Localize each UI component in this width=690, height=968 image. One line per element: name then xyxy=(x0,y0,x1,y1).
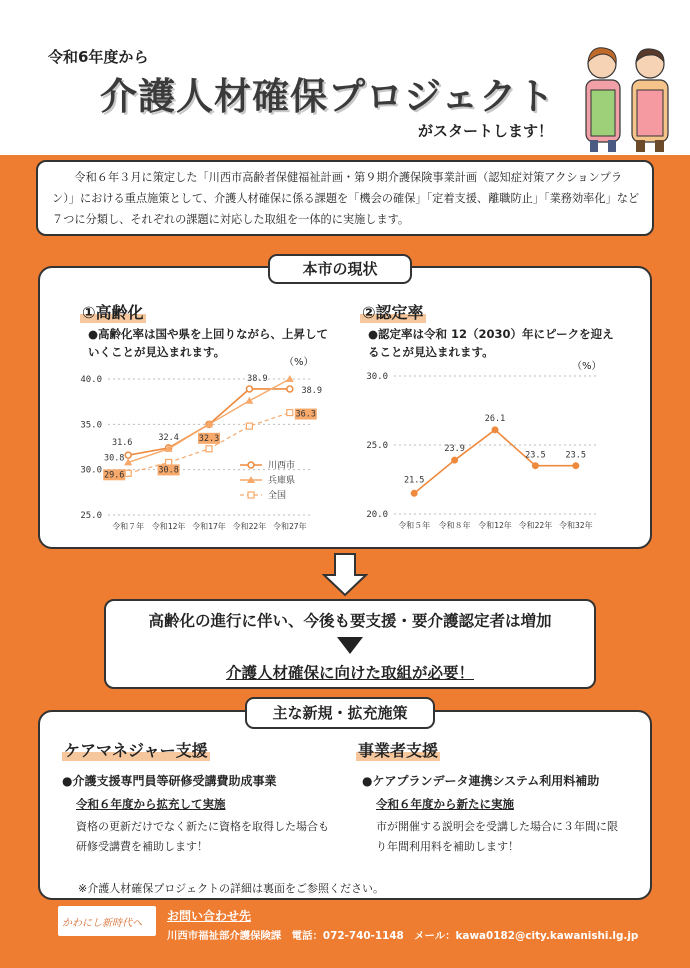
y-tick-label: 25.0 xyxy=(80,511,102,521)
data-label: 23.9 xyxy=(444,444,465,455)
footer-logo-text: かわにし新時代へ xyxy=(62,918,142,929)
care-manager-body: 資格の更新だけでなく新たに資格を取得した場合も研修受講費を補助します！ xyxy=(76,820,329,853)
data-point xyxy=(287,410,293,416)
care-manager-sub: 令和６年度から拡充して実施 xyxy=(76,797,226,811)
data-label: 36.3 xyxy=(295,409,317,420)
data-point xyxy=(286,375,294,382)
legend-marker xyxy=(248,462,254,468)
data-point xyxy=(206,446,212,452)
data-point xyxy=(125,452,131,458)
x-tick-label: 令和８年 xyxy=(438,521,471,530)
data-label: 30.8 xyxy=(103,453,125,464)
care-manager-bullet: ●介護支援専門員等研修受講費助成事業 xyxy=(62,774,277,788)
y-tick-label: 35.0 xyxy=(80,420,102,431)
legend-marker xyxy=(248,492,254,498)
data-point xyxy=(246,386,252,392)
data-label: 32.3 xyxy=(198,433,220,444)
data-label: 38.9 xyxy=(301,385,323,396)
contact-line: 川西市福祉部介護保険課 電話：072-740-1148 メール：kawa0182@city.kawanishi.lg.jp xyxy=(167,930,639,942)
data-point xyxy=(411,490,417,496)
status-section-title: 本市の現状 xyxy=(268,254,412,284)
caregiver-woman-icon xyxy=(586,48,620,152)
data-label: 26.1 xyxy=(484,413,506,424)
data-point xyxy=(287,386,293,392)
y-tick-label: 25.0 xyxy=(366,441,388,451)
conclusion-line2: 介護人材確保に向けた取組が必要！ xyxy=(225,664,474,682)
data-point xyxy=(246,423,252,429)
data-label: 30.8 xyxy=(158,465,179,476)
data-point xyxy=(492,427,498,433)
x-tick-label: 令和32年 xyxy=(558,521,593,530)
certification-bullet: ●認定率は令和 12（2030）年にピークを迎えることが見込まれます。 xyxy=(368,327,614,359)
contact-label: お問い合わせ先 xyxy=(167,909,252,923)
conclusion-line1: 高齢化の進行に伴い、今後も要支援・要介護認定者は増加 xyxy=(148,612,552,630)
triangle-down-icon xyxy=(337,637,363,654)
certification-heading-text: ②認定率 xyxy=(360,300,426,323)
pre-title: 令和6年度から xyxy=(48,48,149,66)
caregiver-man-icon xyxy=(632,49,668,152)
data-label: 29.6 xyxy=(103,470,125,481)
intro-text: 令和６年３月に策定した「川西市高齢者保健福祉計画・第９期介護保険事業計画（認知症対策アクションプラン）」における重点施策として、介護人材確保に係る課題を「機会の確保」「定着支援、離職防止」「業務効率化」など７つに分類し、それぞれの課題に対応した取組を一体的に実施します。 xyxy=(52,171,640,226)
post-title: がスタートします！ xyxy=(418,122,554,140)
y-tick-label: 40.0 xyxy=(80,375,102,385)
y-tick-label: 30.0 xyxy=(80,465,102,476)
data-label: 32.4 xyxy=(158,432,179,443)
legend-label: 全国 xyxy=(268,491,287,501)
aging-bullet: ●高齢化率は国や県を上回りながら、上昇していくことが見込まれます。 xyxy=(88,327,329,359)
data-point xyxy=(452,457,458,463)
data-label: 23.5 xyxy=(525,450,546,461)
certification-heading xyxy=(360,300,426,323)
aging-unit: （%） xyxy=(284,357,314,368)
x-tick-label: 令和12年 xyxy=(151,522,186,531)
measures-section-title: 主な新規・拡充施策 xyxy=(245,697,435,729)
series-line-0 xyxy=(414,430,576,493)
data-point xyxy=(532,463,538,469)
caregivers-illustration xyxy=(572,40,684,155)
footer-logo xyxy=(58,906,156,936)
measures-note: ※介護人材確保プロジェクトの詳細は裏面をご参照ください。 xyxy=(78,882,384,895)
data-point xyxy=(125,470,131,476)
provider-sub: 令和６年度から新たに実施 xyxy=(376,797,514,811)
x-tick-label: 令和22年 xyxy=(518,521,553,530)
provider-heading xyxy=(356,738,440,761)
care-manager-heading xyxy=(62,738,210,761)
data-label: 31.6 xyxy=(111,438,133,449)
legend-label: 川西市 xyxy=(268,461,296,471)
provider-body: 市が開催する説明会を受講した場合に３年間に限り年間利用料を補助します！ xyxy=(376,820,618,853)
provider-heading-text: 事業者支援 xyxy=(356,738,440,761)
down-arrow-icon xyxy=(322,553,368,597)
data-label: 38.9 xyxy=(247,373,268,384)
aging-rate-chart xyxy=(70,365,350,540)
certification-rate-chart xyxy=(356,365,626,540)
data-label: 21.5 xyxy=(403,475,425,486)
intro-card xyxy=(36,160,654,236)
x-tick-label: 令和17年 xyxy=(192,522,226,531)
y-tick-label: 20.0 xyxy=(366,510,388,520)
data-label: 23.5 xyxy=(565,450,587,461)
x-tick-label: 令和７年 xyxy=(112,522,145,531)
conclusion-card xyxy=(104,599,596,689)
certification-unit: （%） xyxy=(572,361,602,372)
x-tick-label: 令和27年 xyxy=(272,522,307,531)
care-manager-heading-text: ケアマネジャー支援 xyxy=(62,738,210,761)
y-tick-label: 30.0 xyxy=(366,372,388,382)
data-point xyxy=(573,463,579,469)
data-point xyxy=(245,397,253,404)
main-title: 介護人材確保プロジェクト xyxy=(100,75,556,118)
aging-heading-text: ①高齢化 xyxy=(80,300,146,323)
aging-heading xyxy=(80,300,146,323)
x-tick-label: 令和５年 xyxy=(398,521,431,530)
provider-bullet: ●ケアプランデータ連携システム利用料補助 xyxy=(362,774,600,788)
x-tick-label: 令和22年 xyxy=(232,522,267,531)
x-tick-label: 令和12年 xyxy=(478,521,512,530)
legend-label: 兵庫県 xyxy=(268,476,296,486)
